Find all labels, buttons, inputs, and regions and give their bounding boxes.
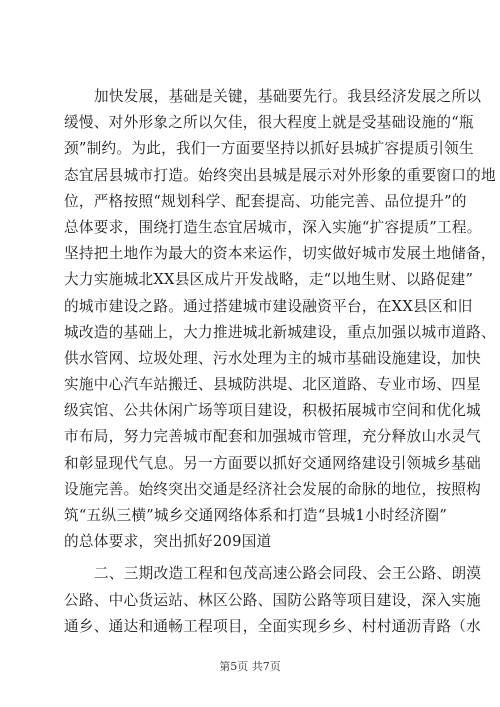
text-line: 大力实施城北XX县区成片开发战略，走“以地生财、以路促建” [64,271,474,289]
text-line: 的总体要求，突出抓好209国道 [64,533,272,551]
text-line: 缓慢、对外形象之所以欠佳，很大程度上就是受基础设施的“瓶 [64,114,474,132]
text-line: 态宜居县城市打造。始终突出县城是展示对外形象的重要窗口的地 [64,166,496,184]
text-line: 公路、中心货运站、林区公路、国防公路等项目建设，深入实施 [64,591,482,609]
text-line: 颈”制约。为此，我们一方面要坚持以抓好县城扩容提质引领生 [64,140,474,158]
paragraph-2 [64,561,482,640]
text-line: 筑“五纵三横”城乡交通网络体系和打造“县城1小时经济圈” [64,507,448,524]
text-line: 位，严格按照“规划科学、配套提高、功能完善、品位提升”的 [64,192,467,210]
text-line: 城改造的基础上，大力推进城北新城建设，重点加强以城市道路、 [64,323,496,341]
text-line: 供水管网、垃圾处理、污水处理为主的城市基础设施建设，加快 [64,349,482,367]
text-line: 坚持把土地作为最大的资本来运作，切实做好城市发展土地储备， [64,245,496,263]
text-line: 加快发展，基础是关键，基础要先行。我县经济发展之所以 [94,88,482,105]
paragraph-1 [64,84,496,555]
text-line: 通乡、通达和通畅工程项目，全面实现乡乡、村村通沥青路（水 [64,617,482,635]
text-line: 设施完善。始终突出交通是经济社会发展的命脉的地位，按照构 [64,480,482,498]
page-number-footer: 第5页 共7页 [219,660,281,673]
text-line: 级宾馆、公共休闲广场等项目建设，积极拓展城市空间和优化城 [64,402,482,420]
text-line: 实施中心汽车站搬迁、县城防洪堤、北区道路、专业市场、四星 [64,376,482,394]
text-line: 市布局，努力完善城市配套和加强城市管理，充分释放山水灵气 [64,428,482,446]
text-line: 和彰显现代气息。另一方面要以抓好交通网络建设引领城乡基础 [64,454,482,472]
text-line: 总体要求，围绕打造生态宜居城市，深入实施“扩容提质”工程。 [64,218,482,236]
text-line: 的城市建设之路。通过搭建城市建设融资平台，在XX县区和旧 [64,297,473,315]
text-line: 二、三期改造工程和包茂高速公路会同段、会王公路、朗漠 [94,565,482,583]
document-body [64,84,496,640]
